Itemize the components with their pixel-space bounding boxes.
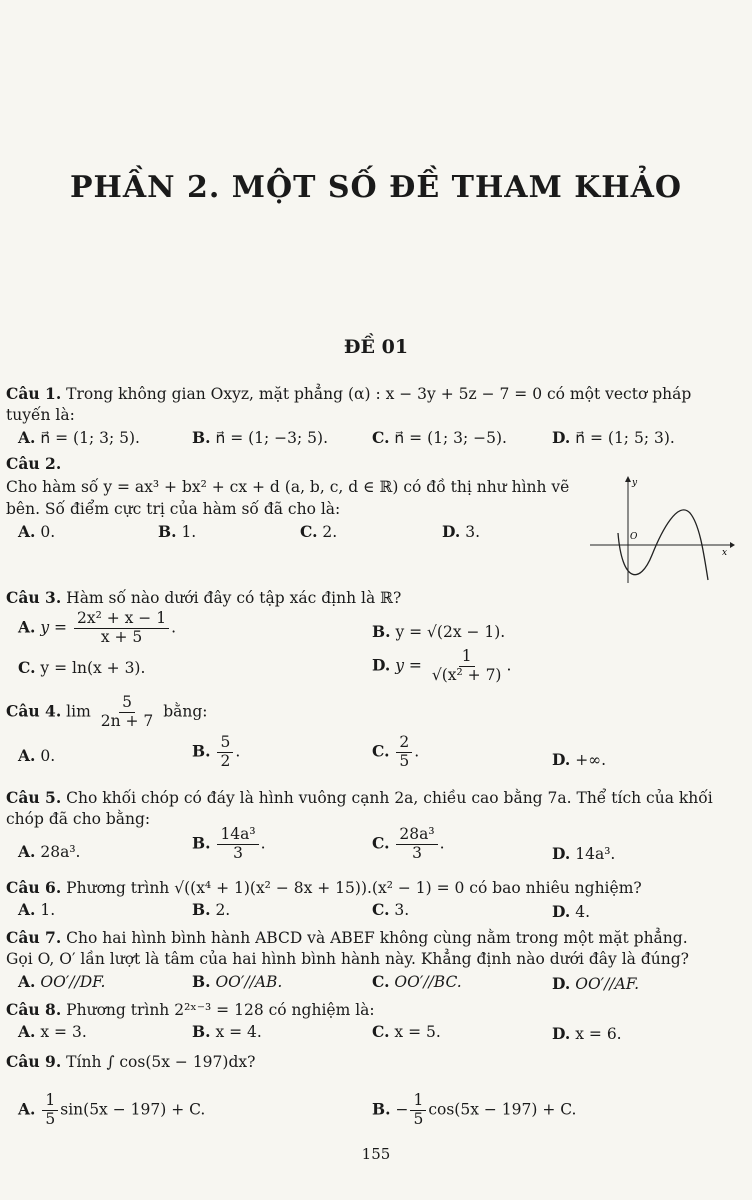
fraction: $\frac{\text{28a³}}{3}$ [396, 826, 437, 863]
question-label: Câu 7. [6, 928, 62, 947]
option-d: D. +∞. [552, 750, 607, 769]
option-a: A. $\frac{1}{5}$ sin(5x − 197) + C. [18, 1091, 206, 1128]
question-label: Câu 3. [6, 588, 62, 607]
question-label: Câu 1. [6, 384, 62, 403]
question-label: Câu 6. [6, 878, 62, 897]
option-b: B. n⃗ = (1; −3; 5). [192, 428, 328, 447]
option-a: A. OO′//DF. [18, 972, 106, 991]
question-text: Cho khối chóp có đáy là hình vuông cạnh 2a, chiều cao bằng 7a. Thể tích của khối [66, 789, 713, 807]
y-axis-arrow [625, 476, 631, 482]
option-d: D. x = 6. [552, 1024, 622, 1043]
fraction: $\frac{5}{2}$ [217, 734, 233, 771]
x-axis-label: x [722, 548, 728, 558]
fraction: $\frac{1}{\text{√(x² + 7)}}$ [431, 647, 502, 684]
option-d: D. n⃗ = (1; 5; 3). [552, 428, 675, 447]
question-label: Câu 5. [6, 788, 62, 807]
option-c: C. 3. [372, 900, 410, 919]
option-d: D. y = $\frac{1}{\text{√(x² + 7)}}$ . [372, 647, 512, 684]
x-axis-arrow [730, 542, 735, 548]
fraction: $\frac{\text{2x² + x − 1}}{x + 5}$ [74, 610, 169, 647]
question-text: Cho hàm số y = ax³ + bx² + cx + d (a, b, c, d ∈ ℝ) có đồ thị như hình vẽ [6, 478, 570, 496]
fraction: $\frac{1}{5}$ [410, 1092, 426, 1129]
question-label: Câu 2. [6, 454, 62, 473]
option-a: A. 0. [18, 746, 56, 765]
option-d: D. 14a³. [552, 844, 616, 863]
option-b: B. 1. [158, 522, 197, 541]
question-text: Trong không gian Oxyz, mặt phẳng (α) : x − 3y + 5z − 7 = 0 có một vectơ pháp [66, 385, 692, 403]
option-b: B. $\frac{5}{2}$ . [192, 733, 241, 770]
option-c: C. $\frac{2}{5}$ . [372, 733, 420, 770]
option-d: D. OO′//AF. [552, 974, 640, 993]
exam-title: ĐỀ 01 [343, 336, 409, 358]
question-text: Cho hai hình bình hành ABCD và ABEF không cùng nằm trong một mặt phẳng. [66, 929, 688, 947]
question-label: Câu 8. [6, 1000, 62, 1019]
question-text: tuyến là: [6, 406, 75, 424]
option-c: C. $\frac{\text{28a³}}{3}$ . [372, 825, 445, 862]
option-b: B. OO′//AB. [192, 972, 283, 991]
option-b: B. y = √(2x − 1). [372, 622, 506, 641]
option-b: B. 2. [192, 900, 231, 919]
question-text: Phương trình √((x⁴ + 1)(x² − 8x + 15)).(x² − 1) = 0 có bao nhiêu nghiệm? [66, 879, 642, 897]
option-a: A. x = 3. [18, 1022, 87, 1041]
option-c: C. y = ln(x + 3). [18, 658, 146, 677]
option-a: A. n⃗ = (1; 3; 5). [18, 428, 140, 447]
page-number: 155 [361, 1145, 391, 1163]
question-text: bên. Số điểm cực trị của hàm số đã cho là: [6, 500, 341, 518]
option-c: C. x = 5. [372, 1022, 441, 1041]
fraction: $\frac{\text{14a³}}{3}$ [217, 826, 258, 863]
fraction: $\frac{1}{5}$ [42, 1092, 58, 1129]
fraction: $\frac{2}{5}$ [396, 734, 412, 771]
option-a: A. 1. [18, 900, 56, 919]
question-text: Hàm số nào dưới đây có tập xác định là ℝ? [66, 589, 402, 607]
option-b: B. − $\frac{1}{5}$ cos(5x − 197) + C. [372, 1091, 577, 1128]
cubic-graph-figure [590, 475, 735, 585]
option-c: C. n⃗ = (1; 3; −5). [372, 428, 507, 447]
option-b: B. $\frac{\text{14a³}}{3}$ . [192, 825, 266, 862]
y-axis-label: y [632, 478, 638, 488]
question-label: Câu 4. [6, 701, 62, 721]
question-text: Phương trình 2²ˣ⁻³ = 128 có nghiệm là: [66, 1001, 375, 1019]
question-label: Câu 9. [6, 1052, 62, 1071]
option-a: A. 0. [18, 522, 56, 541]
option-d: D. 4. [552, 902, 591, 921]
origin-label: O [630, 532, 638, 542]
option-c: C. 2. [300, 522, 338, 541]
question-text: chóp đã cho bằng: [6, 810, 151, 828]
part-title: PHẦN 2. MỘT SỐ ĐỀ THAM KHẢO [69, 170, 683, 205]
question-text: Tính ∫ cos(5x − 197)dx? [66, 1053, 256, 1071]
fraction: $\frac{5}{2n + 7}$ [100, 693, 154, 730]
option-a: A. y = $\frac{\text{2x² + x − 1}}{x + 5}$ . [18, 609, 177, 646]
option-b: B. x = 4. [192, 1022, 262, 1041]
option-c: C. OO′//BC. [372, 972, 462, 991]
option-d: D. 3. [442, 522, 481, 541]
option-a: A. 28a³. [18, 842, 81, 861]
question-text: Gọi O, O′ lần lượt là tâm của hai hình bình hành này. Khẳng định nào dưới đây là đúng? [6, 950, 689, 968]
